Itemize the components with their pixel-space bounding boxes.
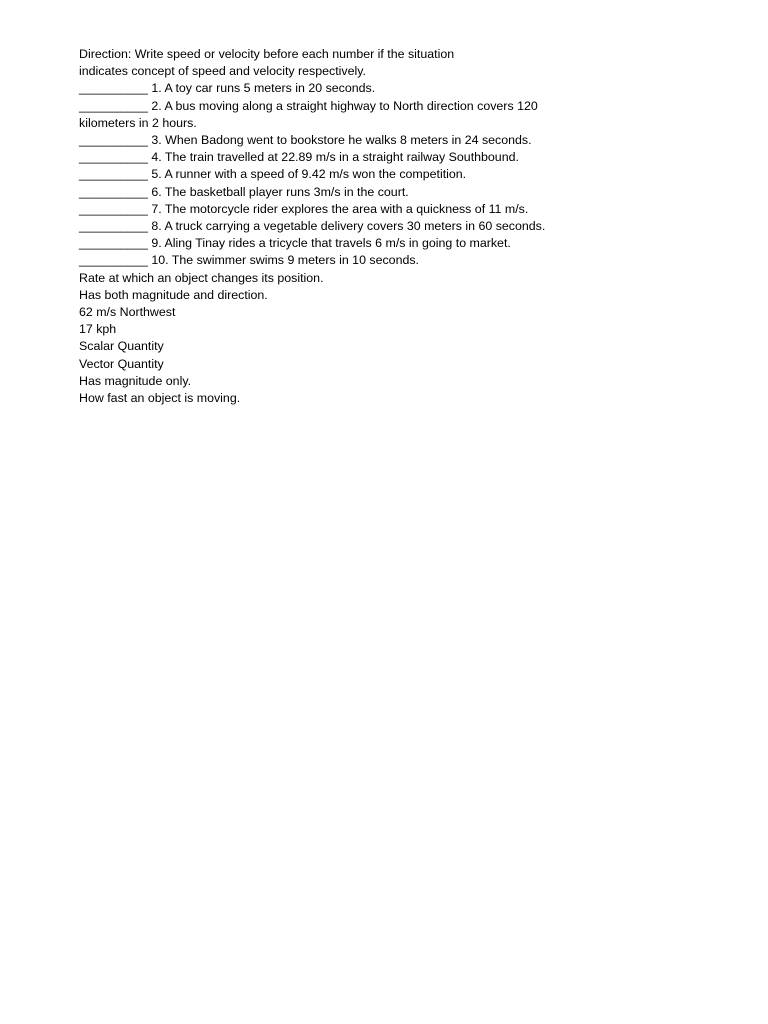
question-6: __________ 6. The basketball player runs 3m/s in the court. (79, 184, 409, 199)
choice-4: 17 kph (79, 322, 117, 337)
question-4: __________ 4. The train travelled at 22.89 m/s in a straight railway Southbound. (79, 150, 519, 165)
question-9: __________ 9. Aling Tinay rides a tricycle that travels 6 m/s in going to market. (79, 236, 511, 251)
choice-6: Vector Quantity (79, 356, 164, 371)
question-10: __________ 10. The swimmer swims 9 meters in 10 seconds. (79, 253, 419, 268)
question-2-continuation: kilometers in 2 hours. (79, 115, 197, 130)
question-8: __________ 8. A truck carrying a vegetable delivery covers 30 meters in 60 seconds. (79, 219, 546, 234)
choice-1: Rate at which an object changes its position. (79, 270, 324, 285)
direction-line-2: indicates concept of speed and velocity respectively. (79, 64, 366, 79)
question-1: __________ 1. A toy car runs 5 meters in 20 seconds. (79, 81, 376, 96)
worksheet-page (79, 46, 719, 407)
choice-2: Has both magnitude and direction. (79, 287, 268, 302)
choice-3: 62 m/s Northwest (79, 305, 176, 320)
choice-7: Has magnitude only. (79, 373, 192, 388)
choice-5: Scalar Quantity (79, 339, 164, 354)
question-7: __________ 7. The motorcycle rider explores the area with a quickness of 11 m/s. (79, 201, 529, 216)
question-5: __________ 5. A runner with a speed of 9.42 m/s won the competition. (79, 167, 467, 182)
direction-line-1: Direction: Write speed or velocity before each number if the situation (79, 47, 455, 61)
question-3: __________ 3. When Badong went to bookstore he walks 8 meters in 24 seconds. (79, 133, 532, 148)
question-2: __________ 2. A bus moving along a straight highway to North direction covers 120 (79, 98, 538, 113)
choice-8: How fast an object is moving. (79, 391, 241, 406)
